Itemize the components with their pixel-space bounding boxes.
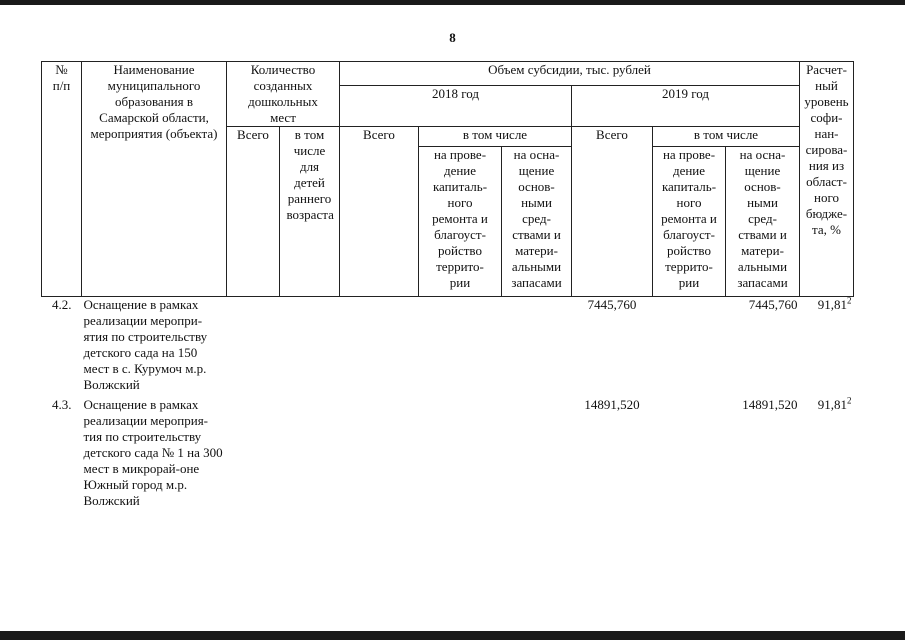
table-row (42, 297, 854, 397)
header-places-early: в том числе для детей раннего возраста (280, 127, 340, 297)
row-level: 91,81$^2$ (817, 395, 852, 412)
header-including-2018: в том числе (419, 127, 572, 147)
row-total-2019: 7445,760 (587, 297, 637, 312)
header-repair-2018: на прове-дение капиталь-ного ремонта и благоуст-ройство террито-рии (419, 147, 502, 297)
footnote-mark: 2 (847, 295, 852, 306)
row-no: 4.3. (42, 397, 82, 517)
page-number: 8 (449, 30, 456, 45)
header-repair-2019: на прове-дение капиталь-ного ремонта и благоуст-ройство террито-рии (653, 147, 726, 297)
subsidy-table (41, 61, 854, 517)
row-equipment-2019: 7445,760 (748, 297, 798, 312)
header-total-2019: Всего (572, 127, 653, 297)
row-no: 4.2. (42, 297, 82, 397)
row-total-2019: 14891,520 (584, 396, 640, 412)
header-equipment-2018: на осна-щение основ-ными сред-ствами и матери-альными запасами (502, 147, 572, 297)
header-places: Количество созданных дошкольных мест (227, 62, 340, 127)
header-no: № п/п (42, 62, 82, 297)
header-year-2018: 2018 год (340, 86, 572, 127)
header-places-total: Всего (227, 127, 280, 297)
row-name: Оснащение в рамках реализации меропри-ятия по строительству детского сада на 150 мест в с. Курумоч м.р. Волжский (83, 297, 208, 392)
footnote-mark: 2 (847, 395, 852, 406)
header-level: Расчет-ный уровень софи-нан-сирова-ния из област-ного бюдже-та, % (800, 62, 854, 297)
row-name: Оснащение в рамках реализации мероприя-тия по строительству детского сада № 1 на 300 мест в микрорай-оне Южный город м.р. Волжский (83, 396, 223, 508)
scan-top-border (0, 0, 905, 5)
row-level: 91,81$^2$ (817, 295, 852, 312)
row-equipment-2019: 14891,520 (742, 396, 798, 412)
header-total-2018: Всего (340, 127, 419, 297)
header-year-2019: 2019 год (572, 86, 800, 127)
header-name: Наименование муниципального образования в Самарской области, мероприятия (объекта) (82, 62, 227, 297)
header-including-2019: в том числе (653, 127, 800, 147)
scan-bottom-border (0, 631, 905, 640)
header-subsidy: Объем субсидии, тыс. рублей (340, 62, 800, 86)
header-equipment-2019: на осна-щение основ-ными сред-ствами и матери-альными запасами (726, 147, 800, 297)
table-row (42, 397, 854, 517)
